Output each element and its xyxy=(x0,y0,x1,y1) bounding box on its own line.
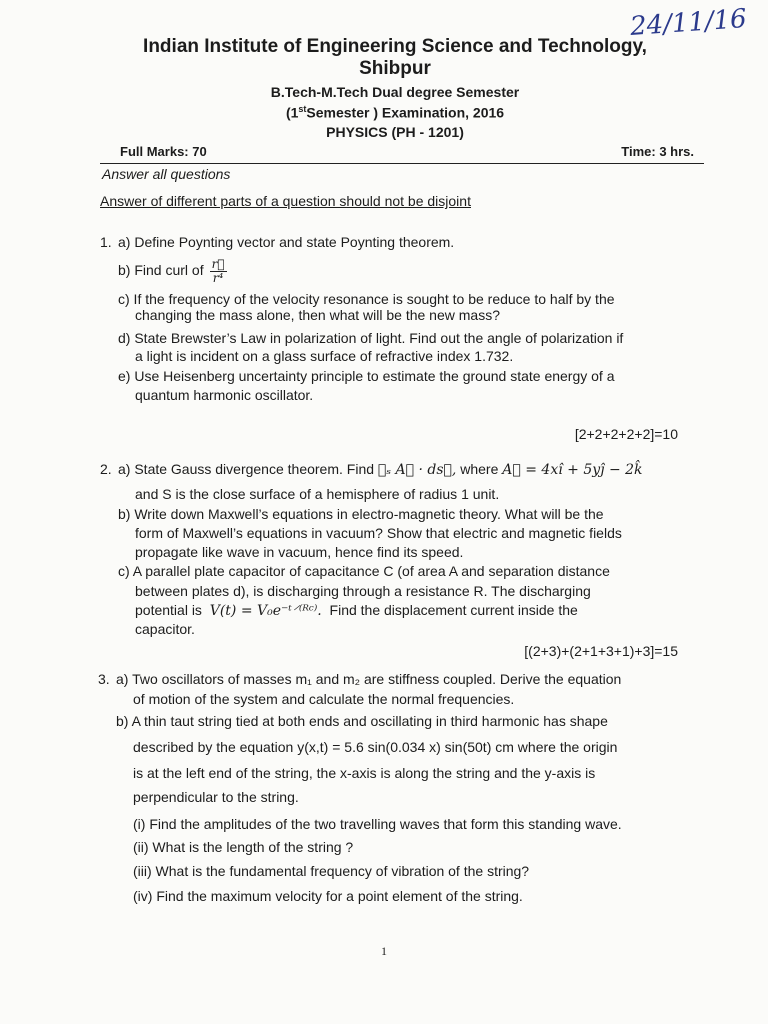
page-number: 1 xyxy=(381,944,387,958)
q3-sub-i: (i) Find the amplitudes of the two travelling waves that form this standing wave. xyxy=(133,816,622,832)
q3-part-b-line3: is at the left end of the string, the x-axis is along the string and the y-axis is xyxy=(133,765,596,781)
q1-part-e-line2: quantum harmonic oscillator. xyxy=(135,387,314,403)
program-title: B.Tech-M.Tech Dual degree Semester xyxy=(270,84,520,100)
marks-time-row xyxy=(100,143,704,164)
q2-part-a-line1: a) State Gauss divergence theorem. Find ∯ₛ A⃗ · ds⃗, where A⃗ = 4xî + 5yĵ − 2k̂ xyxy=(118,461,643,478)
q3-part-a-line2: of motion of the system and calculate the normal frequencies. xyxy=(133,691,515,707)
instruction-not-disjoint: Answer of different parts of a question should not be disjoint xyxy=(100,193,471,209)
institute-name-line2: Shibpur xyxy=(359,58,431,79)
q2-marks: [(2+3)+(2+1+3+1)+3]=15 xyxy=(524,643,678,659)
q3-part-b-line1: b) A thin taut string tied at both ends and oscillating in third harmonic has shape xyxy=(116,713,608,729)
full-marks: Full Marks: 70 xyxy=(120,144,207,159)
q3-sub-ii: (ii) What is the length of the string ? xyxy=(133,839,354,855)
q2-part-c-line2: between plates d), is discharging through a resistance R. The discharging xyxy=(135,583,591,599)
q1-part-e-line1: e) Use Heisenberg uncertainty principle to estimate the ground state energy of a xyxy=(118,368,615,384)
q3-part-b-line2: described by the equation y(x,t) = 5.6 sin(0.034 x) sin(50t) cm where the origin xyxy=(133,739,618,755)
q2-part-a-line2: and S is the close surface of a hemisphere of radius 1 unit. xyxy=(135,486,500,502)
q2-part-c-line1: c) A parallel plate capacitor of capacitance C (of area A and separation distance xyxy=(118,563,610,579)
q3-sub-iii: (iii) What is the fundamental frequency of vibration of the string? xyxy=(133,863,530,879)
subject-title: PHYSICS (PH - 1201) xyxy=(326,124,464,140)
q2-part-b-line2: form of Maxwell’s equations in vacuum? Show that electric and magnetic fields xyxy=(135,525,622,541)
q1-part-d-line2: a light is incident on a glass surface of refractive index 1.732. xyxy=(135,348,514,364)
question-number: 1. xyxy=(100,234,112,250)
q2-part-b-line3: propagate like wave in vacuum, hence find its speed. xyxy=(135,544,464,560)
q1-part-b: b) Find curl of $\frac{r⃗}{\text{r⁴}}$ xyxy=(118,257,225,285)
q2-part-b-line1: b) Write down Maxwell’s equations in electro-magnetic theory. What will be the xyxy=(118,506,604,522)
instruction-answer-all: Answer all questions xyxy=(102,166,231,182)
time-allowed: Time: 3 hrs. xyxy=(621,144,694,159)
q1-part-c-line1: c) If the frequency of the velocity resonance is sought to be reduce to half by the xyxy=(118,291,615,307)
q2-part-c-line3: potential is V(t) = V₀e⁻ᵗ⸍⁽ᴿᶜ⁾. Find the displacement current inside the xyxy=(135,602,578,619)
institute-name-line1: Indian Institute of Engineering Science and Technology, xyxy=(143,36,647,57)
handwritten-date: 24/11/16 xyxy=(629,3,748,43)
q1-marks: [2+2+2+2+2]=10 xyxy=(574,426,678,442)
q1-part-a: a) Define Poynting vector and state Poynting theorem. xyxy=(118,234,455,250)
question-number: 3. xyxy=(98,671,110,687)
q3-part-b-line4: perpendicular to the string. xyxy=(133,789,299,805)
exam-title: (1stSemester ) Examination, 2016 xyxy=(285,104,505,121)
q3-sub-iv: (iv) Find the maximum velocity for a point element of the string. xyxy=(133,888,523,904)
q3-part-a-line1: a) Two oscillators of masses m₁ and m₂ are stiffness coupled. Derive the equation xyxy=(116,671,622,687)
q1-part-d-line1: d) State Brewster’s Law in polarization of light. Find out the angle of polarization if xyxy=(118,330,624,346)
q1-part-c-line2: changing the mass alone, then what will be the new mass? xyxy=(135,307,500,323)
q2-part-c-line4: capacitor. xyxy=(135,621,195,637)
curl-fraction: $\frac{r⃗}{\text{r⁴}}$ xyxy=(211,257,225,285)
question-number: 2. xyxy=(100,461,112,477)
